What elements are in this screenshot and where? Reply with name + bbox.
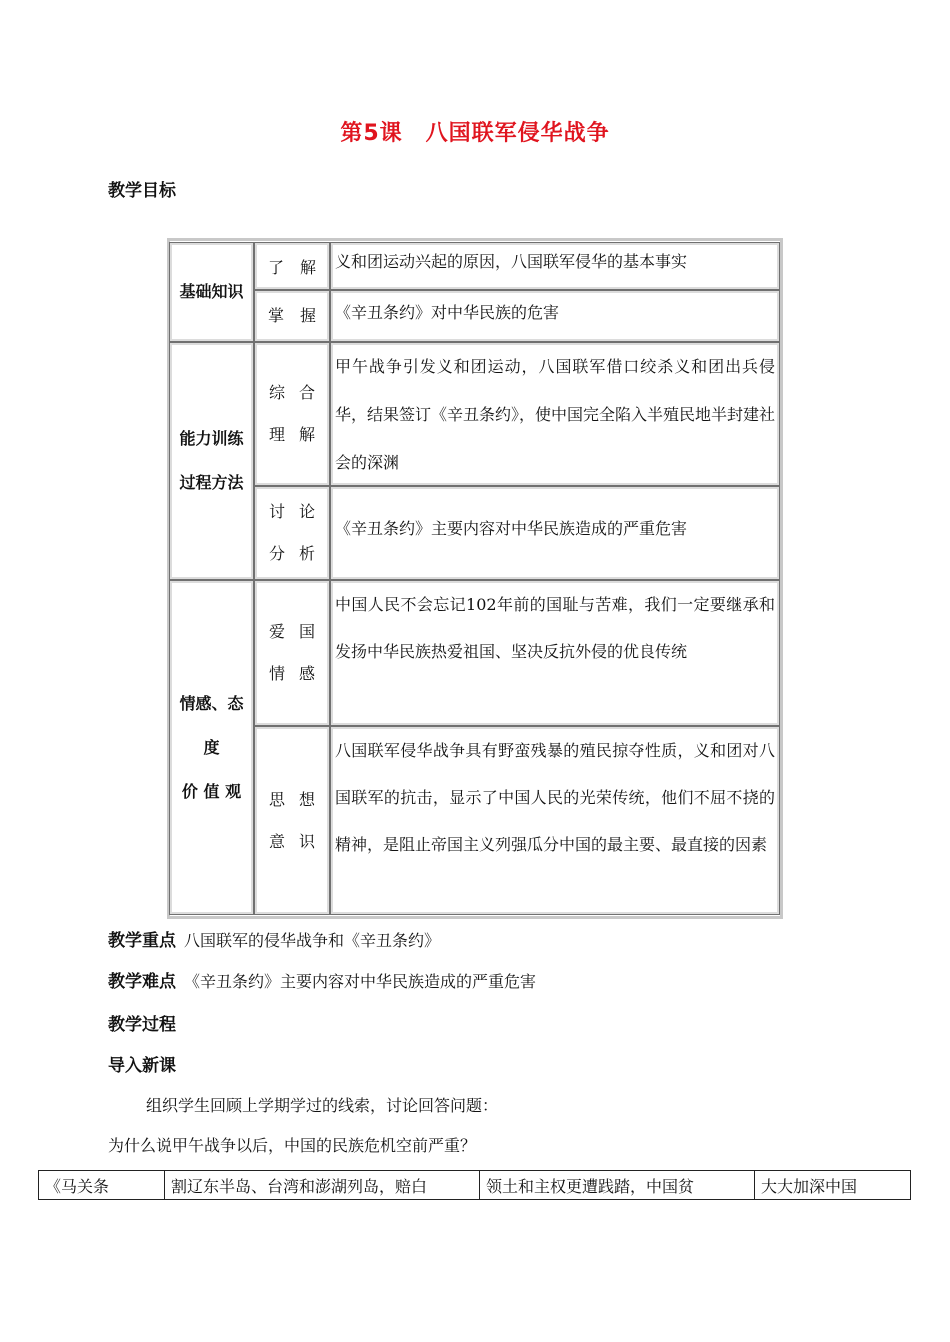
key-point-text: 八国联军的侵华战争和《辛丑条约》: [184, 931, 441, 950]
intro-heading: 导入新课: [108, 1056, 176, 1076]
category-ability-line1: 能力训练: [179, 429, 244, 448]
category-emotion-line3: 价 值 观: [181, 781, 242, 801]
sub-understand: [254, 242, 330, 290]
desc-discuss: 《辛丑条约》主要内容对中华民族造成的严重危害: [330, 486, 780, 580]
category-emotion-line2: 度: [203, 737, 220, 757]
category-emotion: [169, 580, 254, 915]
category-basic: [169, 242, 254, 342]
category-ability: [169, 342, 254, 580]
question: 为什么说甲午战争以后，中国的民族危机空前严重？: [108, 1136, 477, 1155]
objectives-heading: 教学目标: [108, 181, 176, 201]
table-cell: 割辽东半岛、台湾和澎湖列岛，赔白: [165, 1171, 480, 1200]
desc-comprehend: 甲午战争引发义和团运动，八国联军借口绞杀义和团出兵侵华，结果签订《辛丑条约》，使中国完全陷入半殖民地半封建社会的深渊: [330, 342, 780, 486]
sub-discuss-line1: 讨论: [269, 502, 330, 521]
sub-master: [254, 290, 330, 342]
difficulty: [108, 967, 536, 992]
sub-patriotism: [254, 580, 330, 726]
difficulty-label: 教学难点: [108, 972, 176, 992]
sub-discuss-line2: 分析: [269, 544, 330, 563]
category-ability-line2: 过程方法: [179, 473, 244, 492]
sub-comprehend-line2: 理解: [269, 425, 330, 444]
sub-comprehend: [254, 342, 330, 486]
intro-paragraph: 组织学生回顾上学期学过的线索，讨论回答问题：: [146, 1096, 499, 1115]
table-cell: 大大加深中国: [755, 1171, 911, 1200]
difficulty-text: 《辛丑条约》主要内容对中华民族造成的严重危害: [184, 972, 537, 991]
key-point: [108, 926, 440, 951]
table-cell: 领土和主权更遭践踏，中国贫: [480, 1171, 755, 1200]
desc-ideology: 八国联军侵华战争具有野蛮残暴的殖民掠夺性质，义和团对八国联军的抗击，显示了中国人民的光荣传统，他们不屈不挠的精神，是阻止帝国主义列强瓜分中国的最主要、最直接的因素: [330, 726, 780, 915]
category-emotion-line1: 情感、态: [179, 693, 244, 713]
sub-ideology-line1: 思想: [269, 789, 330, 809]
category-basic-label: 基础知识: [179, 282, 244, 301]
desc-patriotism: 中国人民不会忘记102年前的国耻与苦难，我们一定要继承和发扬中华民族热爱祖国、坚决反抗外侵的优良传统: [330, 580, 780, 726]
sub-patriotism-line2: 情感: [269, 664, 330, 683]
sub-patriotism-line1: 爱国: [269, 622, 330, 641]
process-heading: 教学过程: [108, 1015, 176, 1035]
table-cell: 《马关条: [39, 1171, 165, 1200]
sub-understand-label: 了 解: [267, 258, 316, 277]
sub-master-label: 掌 握: [267, 306, 316, 325]
page-title: 第5课 八国联军侵华战争: [340, 121, 610, 146]
sub-ideology: [254, 726, 330, 915]
table-row: [39, 1171, 911, 1200]
sub-ideology-line2: 意识: [269, 831, 330, 851]
sub-discuss: [254, 486, 330, 580]
desc-master: 《辛丑条约》对中华民族的危害: [330, 290, 780, 342]
desc-understand: 义和团运动兴起的原因，八国联军侵华的基本事实: [330, 242, 780, 290]
key-point-label: 教学重点: [108, 931, 176, 951]
bottom-table: [38, 1170, 911, 1200]
sub-comprehend-line1: 综合: [269, 383, 330, 402]
